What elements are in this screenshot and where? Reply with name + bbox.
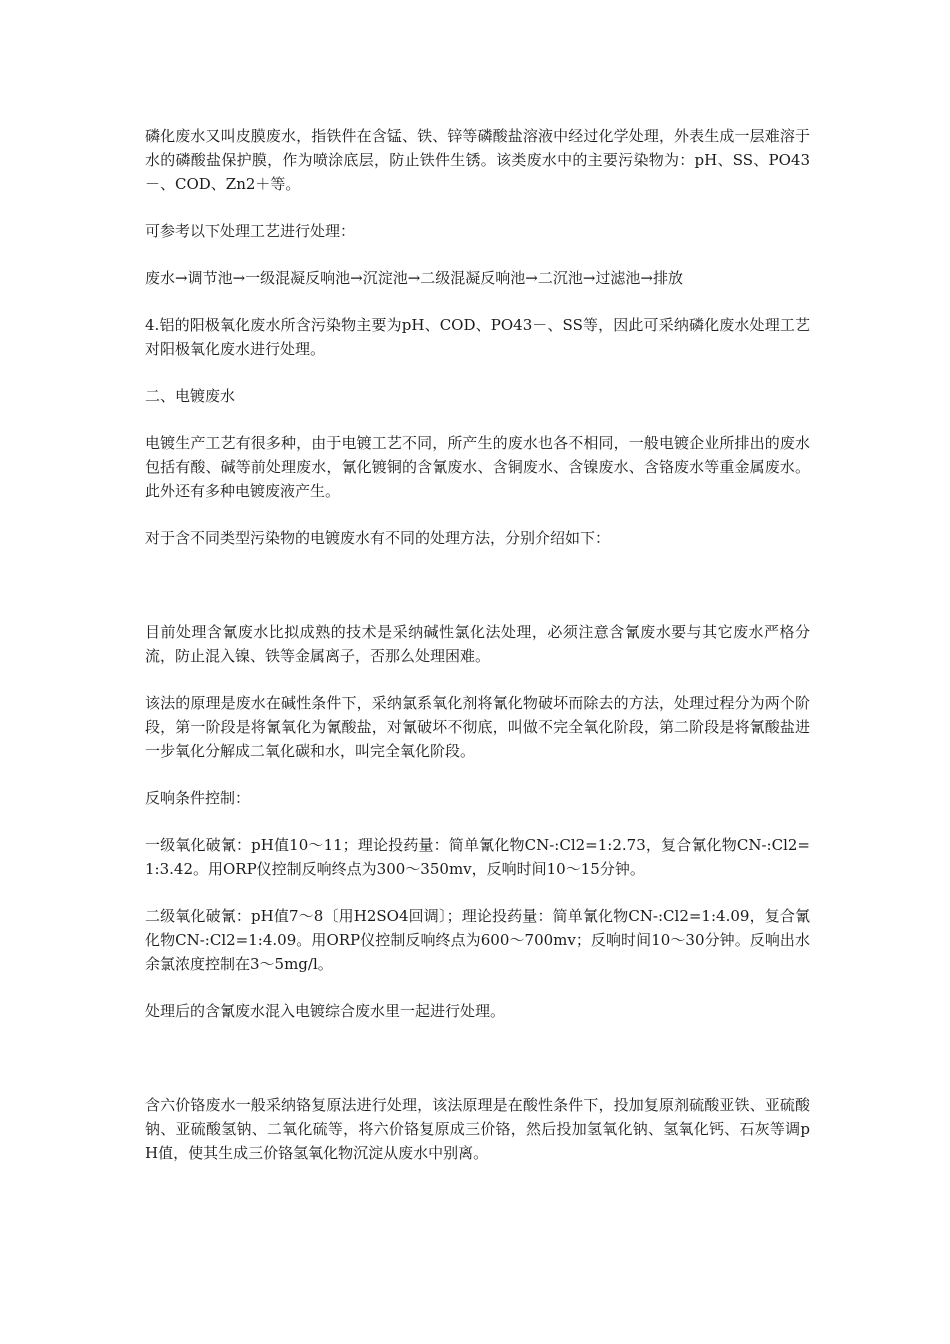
paragraph-phosphating-wastewater: 磷化废水又叫皮膜废水，指铁件在含锰、铁、锌等磷酸盐溶液中经过化学处理，外表生成一层难溶于水的磷酸盐保护膜，作为喷涂底层，防止铁件生锈。该类废水中的主要污染物为：pH、SS、PO43－、COD、Zn2＋等。 [145, 127, 810, 193]
paragraph-first-oxidation: 一级氧化破氰：pH值10～11；理论投药量：简单氰化物CN-:Cl2=1:2.73，复合氰化物CN-:Cl2=1:3.42。用ORP仪控制反响终点为300～350mv，反响时间10～15分钟。 [145, 836, 810, 878]
blank-gap [145, 573, 810, 620]
paragraph-anodizing-wastewater: 4.铝的阳极氧化废水所含污染物主要为pH、COD、PO43－、SS等，因此可采纳磷化废水处理工艺对阳极氧化废水进行处理。 [145, 316, 810, 358]
document-body [145, 124, 810, 1188]
paragraph-second-oxidation: 二级氧化破氰：pH值7～8〔用H2SO4回调〕；理论投药量：简单氰化物CN-:Cl2=1:4.09，复合氰化物CN-:Cl2=1:4.09。用ORP仪控制反响终点为600～700mv；反响时间10～30分钟。反响出水余氯浓度控制在3～5mg/l。 [145, 907, 810, 973]
paragraph-cyanide-after: 处理后的含氰废水混入电镀综合废水里一起进行处理。 [145, 1002, 506, 1020]
paragraph-process-intro: 可参考以下处理工艺进行处理： [145, 222, 356, 240]
paragraph-electroplating-overview: 电镀生产工艺有很多种，由于电镀工艺不同，所产生的废水也各不相同，一般电镀企业所排出的废水包括有酸、碱等前处理废水，氰化镀铜的含氰废水、含铜废水、含镍废水、含铬废水等重金属废水。此外还有多种电镀废液产生。 [145, 434, 810, 500]
paragraph-chromium-wastewater: 含六价铬废水一般采纳铬复原法进行处理，该法原理是在酸性条件下，投加复原剂硫酸亚铁、亚硫酸钠、亚硫酸氢钠、二氧化硫等，将六价铬复原成三价铬，然后投加氢氧化钠、氢氧化钙、石灰等调pH值，使其生成三价铬氢氧化物沉淀从废水中别离。 [145, 1096, 810, 1162]
blank-gap [145, 1046, 810, 1093]
paragraph-cyanide-principle: 该法的原理是废水在碱性条件下，采纳氯系氧化剂将氰化物破坏而除去的方法，处理过程分为两个阶段，第一阶段是将氰氧化为氰酸盐，对氰破坏不彻底，叫做不完全氧化阶段，第二阶段是将氰酸盐进一步氧化分解成二氧化碳和水，叫完全氧化阶段。 [145, 694, 810, 760]
paragraph-reaction-conditions: 反响条件控制： [145, 789, 251, 807]
paragraph-cyanide-technique: 目前处理含氰废水比拟成熟的技术是采纳碱性氯化法处理，必须注意含氰废水要与其它废水严格分流，防止混入镍、铁等金属离子，否那么处理困难。 [145, 623, 810, 665]
paragraph-methods-intro: 对于含不同类型污染物的电镀废水有不同的处理方法，分别介绍如下： [145, 529, 611, 547]
paragraph-process-flow: 废水→调节池→一级混凝反响池→沉淀池→二级混凝反响池→二沉池→过滤池→排放 [145, 269, 683, 287]
section-heading-electroplating: 二、电镀废水 [145, 387, 236, 405]
